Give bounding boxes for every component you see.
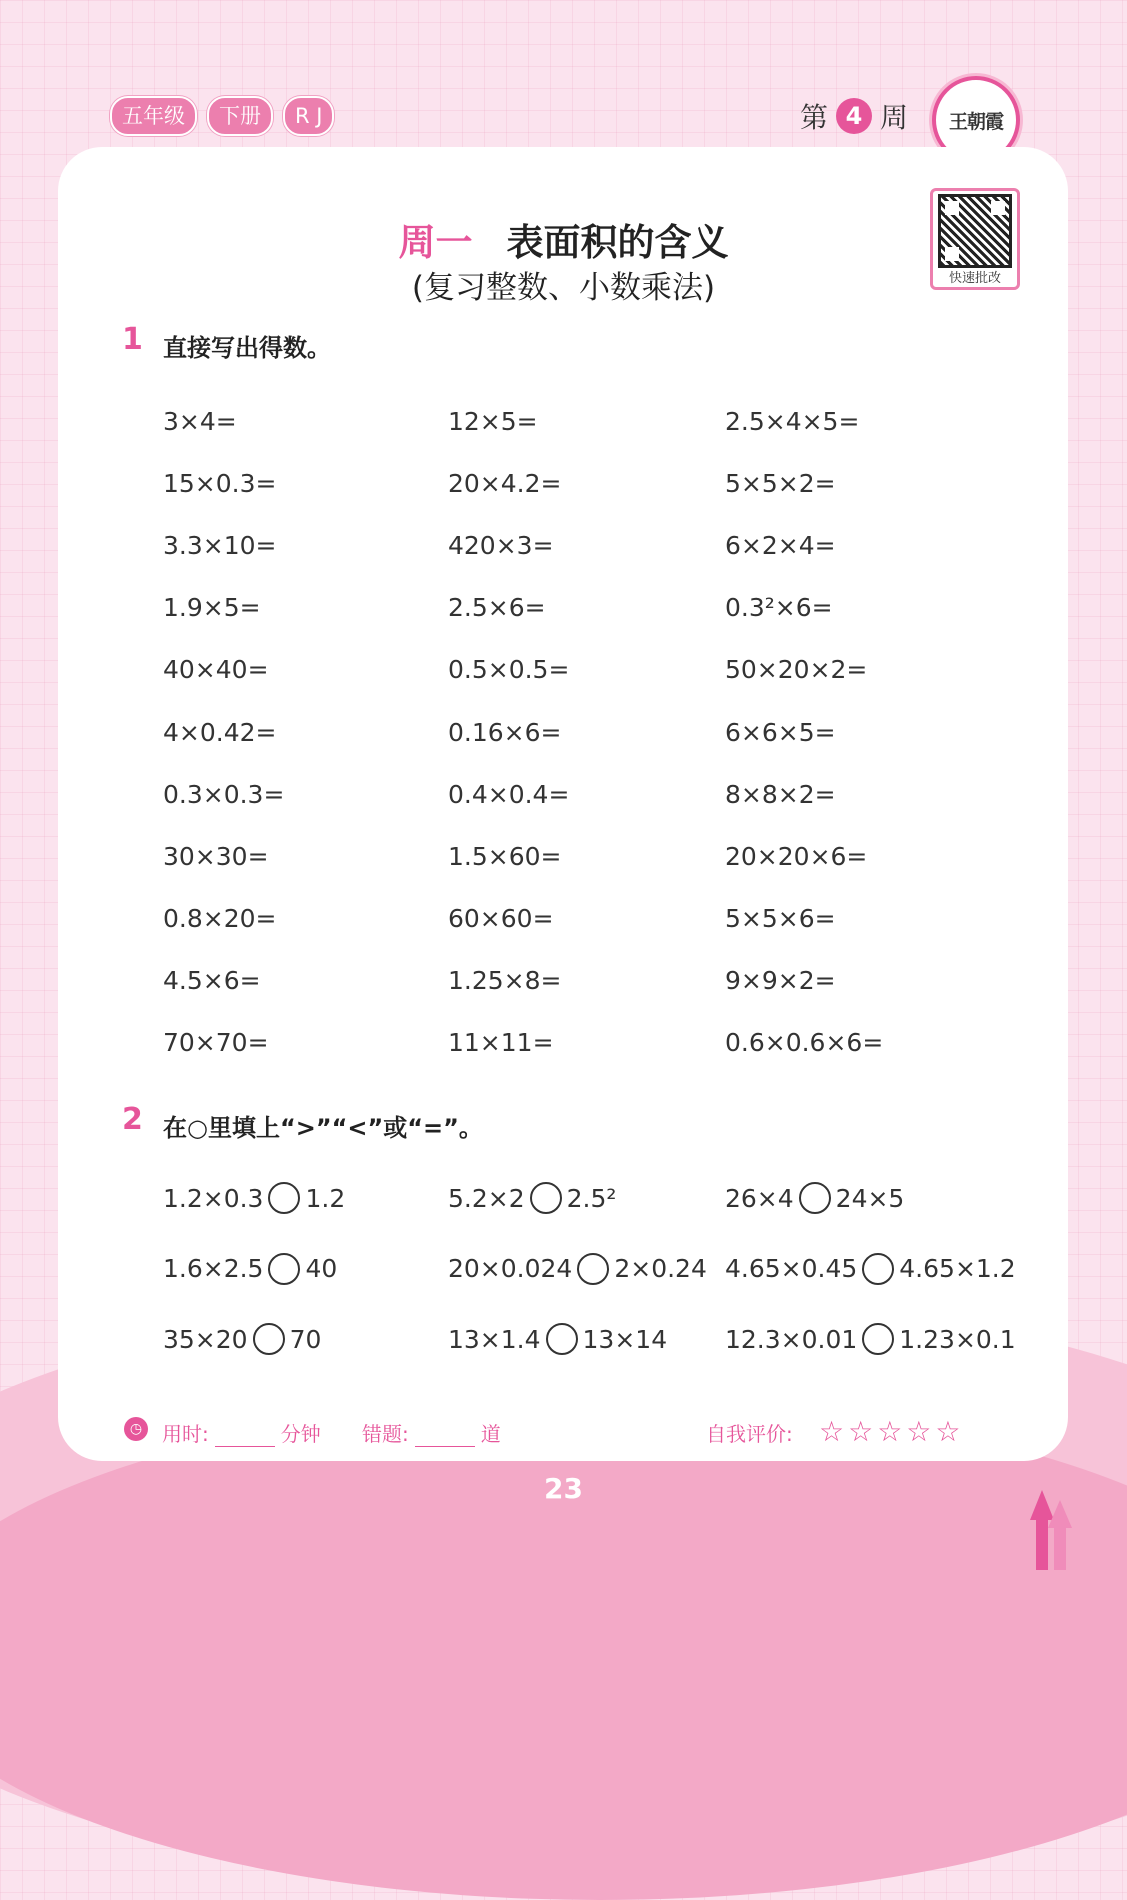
problem: 70×70= xyxy=(163,1028,269,1058)
problem: 11×11= xyxy=(448,1028,554,1058)
compare-left: 12.3×0.01 xyxy=(725,1324,858,1354)
section2-title: 在○里填上“>”“<”或“=”。 xyxy=(163,1114,483,1142)
problem: 40×40= xyxy=(163,655,269,685)
answer-circle[interactable] xyxy=(530,1182,562,1214)
table-row xyxy=(163,950,1063,1012)
title-topic: 表面积的含义 xyxy=(506,221,729,264)
table-row xyxy=(163,825,1063,887)
problem: 20×4.2= xyxy=(448,468,562,498)
table-row xyxy=(163,1012,1063,1074)
compare-right: 2.5² xyxy=(566,1183,617,1213)
compare-grid xyxy=(163,1163,1063,1375)
time-label: 用时: xyxy=(162,1422,209,1446)
page-subtitle: (复习整数、小数乘法) xyxy=(411,270,716,306)
problem: 12×5= xyxy=(448,406,538,436)
compare-right: 2×0.24 xyxy=(614,1254,707,1284)
rating-stars[interactable]: ☆☆☆☆☆ xyxy=(819,1415,965,1448)
problem: 8×8×2= xyxy=(725,779,836,809)
problem: 0.5×0.5= xyxy=(448,655,570,685)
problem: 4×0.42= xyxy=(163,717,277,747)
table-row xyxy=(163,701,1063,763)
table-row xyxy=(163,639,1063,701)
rating-label: 自我评价: xyxy=(706,1422,793,1446)
compare-item xyxy=(448,1253,725,1285)
compare-left: 1.2×0.3 xyxy=(163,1183,264,1213)
problem: 5×5×6= xyxy=(725,904,836,934)
table-row xyxy=(163,1304,1063,1375)
problem: 0.3²×6= xyxy=(725,593,833,623)
problem: 0.8×20= xyxy=(163,904,277,934)
compare-left: 4.65×0.45 xyxy=(725,1254,858,1284)
problem: 4.5×6= xyxy=(163,966,261,996)
week-prefix: 第 xyxy=(800,101,829,134)
problem: 6×6×5= xyxy=(725,717,836,747)
problem: 0.3×0.3= xyxy=(163,779,285,809)
errors-label: 错题: xyxy=(362,1422,409,1446)
compare-right: 1.2 xyxy=(305,1183,346,1213)
problem: 15×0.3= xyxy=(163,468,277,498)
table-row xyxy=(163,888,1063,950)
grade-tags xyxy=(110,96,334,136)
problem: 20×20×6= xyxy=(725,841,868,871)
mental-math-grid xyxy=(163,390,1063,1074)
compare-right: 24×5 xyxy=(835,1183,905,1213)
table-row xyxy=(163,1163,1063,1234)
compare-left: 26×4 xyxy=(725,1183,794,1213)
problem: 1.25×8= xyxy=(448,966,562,996)
section1-title: 直接写出得数。 xyxy=(163,334,331,362)
week-suffix: 周 xyxy=(880,101,909,134)
time-field xyxy=(162,1418,321,1447)
compare-item xyxy=(163,1323,448,1355)
compare-item xyxy=(163,1253,448,1285)
compare-item xyxy=(163,1182,448,1214)
compare-item xyxy=(725,1253,1016,1285)
compare-item xyxy=(448,1323,725,1355)
answer-circle[interactable] xyxy=(268,1253,300,1285)
section1-number: 1 xyxy=(122,322,143,357)
arrow-decoration-icon xyxy=(1030,1490,1074,1570)
problem: 420×3= xyxy=(448,530,554,560)
problem: 0.6×0.6×6= xyxy=(725,1028,884,1058)
week-indicator xyxy=(800,96,908,136)
table-row xyxy=(163,763,1063,825)
answer-circle[interactable] xyxy=(862,1253,894,1285)
problem: 5×5×2= xyxy=(725,468,836,498)
table-row xyxy=(163,1234,1063,1305)
answer-circle[interactable] xyxy=(268,1182,300,1214)
answer-circle[interactable] xyxy=(253,1323,285,1355)
problem: 3×4= xyxy=(163,406,237,436)
compare-right: 70 xyxy=(289,1324,322,1354)
grade-tag: 五年级 xyxy=(110,96,197,136)
errors-blank[interactable] xyxy=(415,1428,475,1447)
compare-item xyxy=(725,1182,904,1214)
problem: 60×60= xyxy=(448,904,554,934)
clock-icon: ◷ xyxy=(124,1417,148,1441)
table-row xyxy=(163,452,1063,514)
compare-item xyxy=(725,1323,1016,1355)
problem: 1.5×60= xyxy=(448,841,562,871)
problem: 2.5×4×5= xyxy=(725,406,860,436)
page-number: 23 xyxy=(544,1472,583,1505)
logo-text: 王朝霞 xyxy=(948,110,1003,133)
compare-left: 13×1.4 xyxy=(448,1324,541,1354)
compare-right: 40 xyxy=(305,1254,338,1284)
answer-circle[interactable] xyxy=(546,1323,578,1355)
compare-item xyxy=(448,1182,725,1214)
answer-circle[interactable] xyxy=(862,1323,894,1355)
problem: 6×2×4= xyxy=(725,530,836,560)
problem: 50×20×2= xyxy=(725,655,868,685)
time-blank[interactable] xyxy=(215,1428,275,1447)
problem: 30×30= xyxy=(163,841,269,871)
problem: 9×9×2= xyxy=(725,966,836,996)
compare-left: 35×20 xyxy=(163,1324,248,1354)
qr-label: 快速批改 xyxy=(948,271,1001,286)
edition-tag: R J xyxy=(283,96,334,136)
table-row xyxy=(163,514,1063,576)
page-title xyxy=(0,212,1127,266)
compare-right: 4.65×1.2 xyxy=(899,1254,1016,1284)
problem: 2.5×6= xyxy=(448,593,546,623)
compare-left: 20×0.024 xyxy=(448,1254,573,1284)
problem: 0.4×0.4= xyxy=(448,779,570,809)
week-number: 4 xyxy=(836,98,872,134)
compare-right: 1.23×0.1 xyxy=(899,1324,1016,1354)
compare-left: 5.2×2 xyxy=(448,1183,525,1213)
volume-tag: 下册 xyxy=(207,96,273,136)
compare-right: 13×14 xyxy=(582,1324,668,1354)
answer-circle[interactable] xyxy=(577,1253,609,1285)
errors-field xyxy=(362,1418,501,1447)
compare-left: 1.6×2.5 xyxy=(163,1254,264,1284)
errors-unit: 道 xyxy=(480,1422,501,1446)
title-day: 周一 xyxy=(398,221,473,264)
problem: 1.9×5= xyxy=(163,593,261,623)
table-row xyxy=(163,390,1063,452)
section2-number: 2 xyxy=(122,1102,143,1137)
problem: 0.16×6= xyxy=(448,717,562,747)
problem: 3.3×10= xyxy=(163,530,277,560)
time-unit: 分钟 xyxy=(280,1422,321,1446)
answer-circle[interactable] xyxy=(799,1182,831,1214)
table-row xyxy=(163,577,1063,639)
